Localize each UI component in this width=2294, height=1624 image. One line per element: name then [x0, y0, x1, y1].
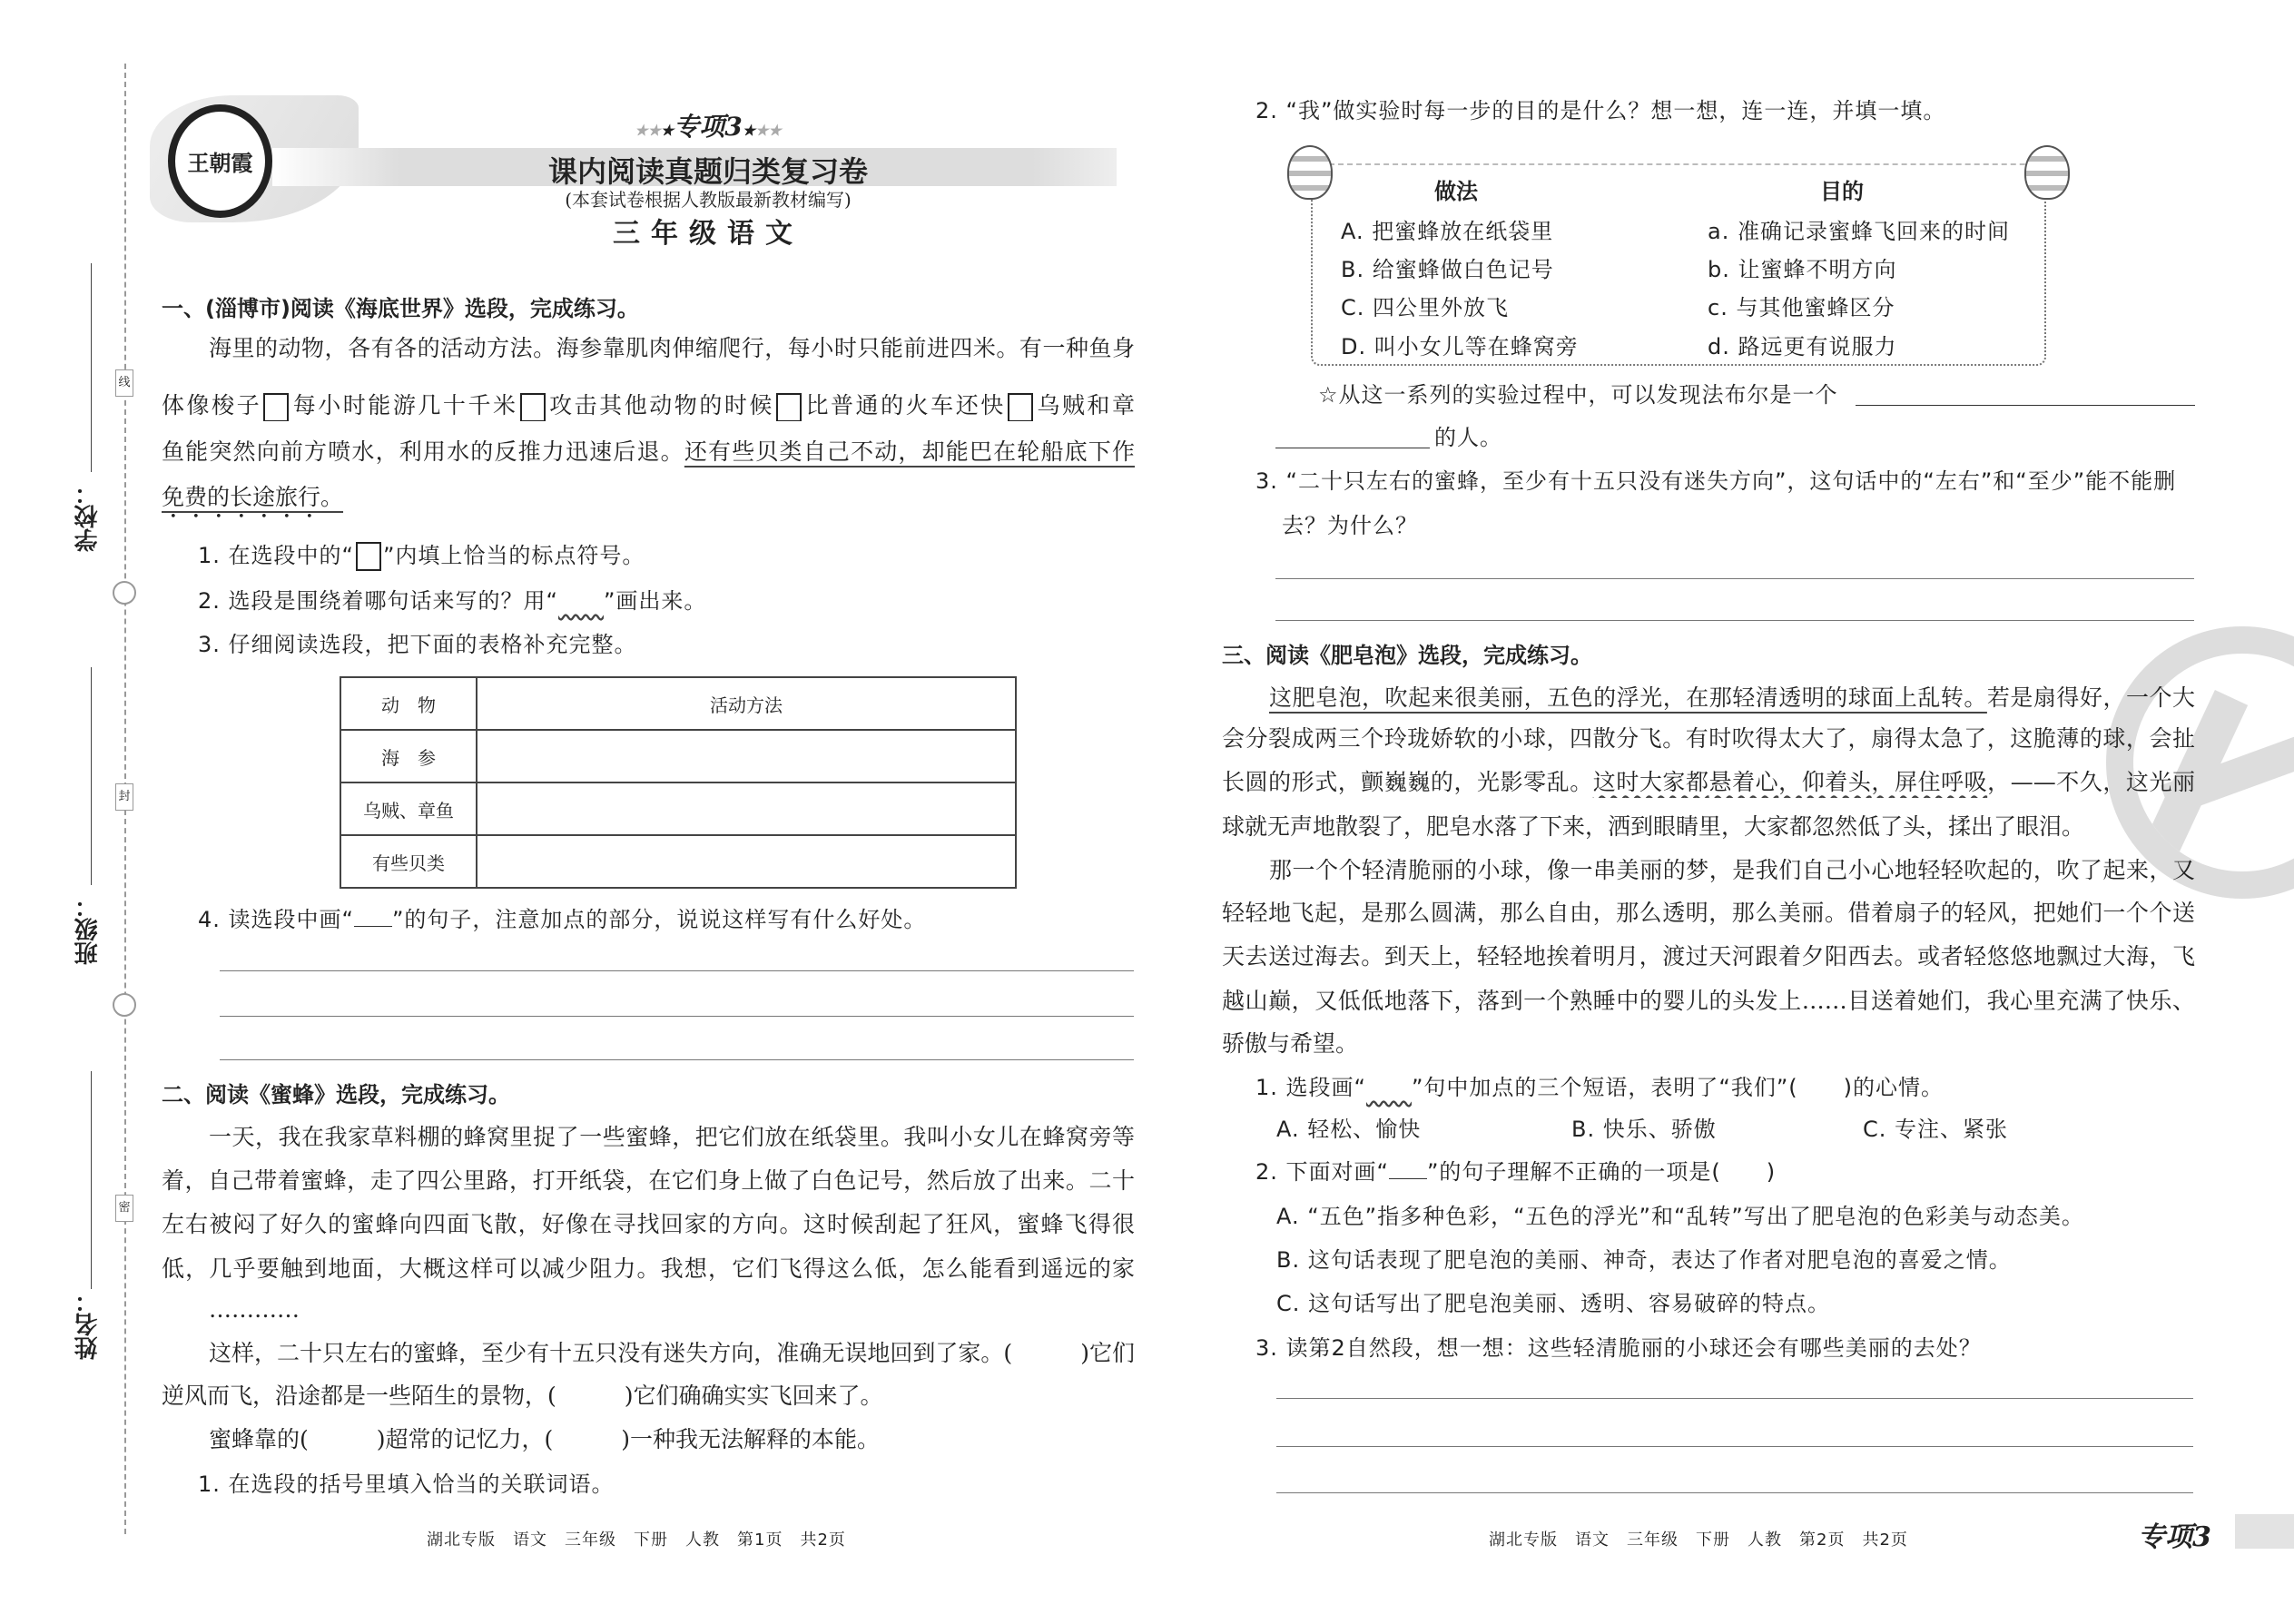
- school-label: 学校：: [74, 481, 102, 552]
- text-segment: ”的句子理解不正确的一项是( ): [1426, 1159, 1777, 1185]
- logo: [168, 104, 272, 218]
- text-segment: ”句中加点的三个短语，表明了“我们”( )的心情。: [1411, 1075, 1944, 1100]
- page-footer: 湖北专版 语文 三年级 下册 人教 第2页 共2页: [1489, 1530, 1908, 1550]
- text-segment: ☆从这一系列的实验过程中，可以发现法布尔是一个: [1318, 382, 1838, 408]
- passage-line: [162, 1122, 1135, 1153]
- passage-line: [1222, 683, 2195, 714]
- name-label: 姓名：: [74, 1289, 102, 1360]
- text-segment: ”内填上恰当的标点符号。: [382, 543, 645, 568]
- wavy-underline-sample: [1366, 1075, 1412, 1100]
- table-row-label: 乌贼、章鱼: [340, 782, 477, 835]
- bee-icon: [2024, 145, 2070, 200]
- answer-line[interactable]: [220, 1059, 1134, 1060]
- purpose-item[interactable]: a. 准确记录蜜蜂飞回来的时间: [1708, 219, 2010, 244]
- class-field-line[interactable]: [91, 667, 92, 885]
- option-c[interactable]: C. 这句话写出了肥皂泡美丽、透明、容易破碎的特点。: [1276, 1291, 1831, 1316]
- passage-line: [162, 1338, 1135, 1369]
- wavy-underline-sample: [558, 588, 604, 614]
- section-2-heading: 二、阅读《蜜蜂》选段，完成练习。: [162, 1082, 510, 1107]
- passage-line: [1222, 723, 2195, 754]
- passage-line: [1222, 986, 2195, 1017]
- scissor-icon: [113, 581, 136, 605]
- paper-title: 课内阅读真题归类复习卷: [547, 154, 868, 189]
- passage-line: [162, 390, 1135, 421]
- straight-underline-sample: [354, 905, 392, 927]
- paper-grade: 三年级语文: [613, 218, 803, 250]
- text-segment: 越山巅，又低低地落下，落到一个熟睡中的婴儿的头发上……目送着她们，我心里充满了快乐、: [1222, 988, 2195, 1014]
- passage-line: [162, 333, 1135, 364]
- question-3: [198, 629, 637, 660]
- method-item[interactable]: D. 叫小女儿等在蜂窝旁: [1341, 334, 1579, 359]
- text-segment: ”画出来。: [603, 588, 707, 614]
- star-question-end: [1434, 422, 1502, 453]
- text-segment: ”的句子，注意加点的部分，说说这样写有什么好处。: [391, 907, 927, 932]
- star-question: [1318, 379, 1838, 410]
- passage-line: [1222, 767, 2195, 798]
- answer-line[interactable]: [1276, 1446, 2193, 1447]
- text-segment: 比普通的火车还快: [802, 392, 1006, 418]
- answer-cell[interactable]: [477, 835, 1016, 888]
- text-segment: 长圆的形式，颤巍巍的，光影零乱。: [1222, 769, 1593, 795]
- passage-line: [1222, 855, 2195, 886]
- text-segment: 若是扇得好，一个大: [1986, 684, 2195, 711]
- header-badge: ★★★专项3★★★: [635, 112, 782, 142]
- passage-ellipsis: [162, 1294, 300, 1325]
- text-segment: 攻击其他动物的时候: [546, 392, 774, 418]
- answer-line[interactable]: [220, 970, 1134, 971]
- table-header: 动 物: [340, 677, 477, 730]
- section-3-heading: 三、阅读《肥皂泡》选段，完成练习。: [1222, 643, 1592, 668]
- text-segment: 一天，我在我家草料棚的蜂窝里捉了一些蜜蜂，把它们放在纸袋里。我叫小女儿在蜂窝旁等: [209, 1124, 1135, 1150]
- text-segment: 1. 在选段的括号里填入恰当的关联词语。: [198, 1471, 615, 1497]
- answer-blank[interactable]: [1856, 405, 2195, 406]
- punctuation-box[interactable]: [520, 393, 546, 422]
- table-row-label: 海 参: [340, 730, 477, 782]
- text-segment: 逆风而飞，沿途都是一些陌生的景物，( )它们确确实实飞回来了。: [162, 1383, 883, 1409]
- underlined-text: ，: [1871, 769, 1895, 795]
- scissor-icon: [113, 993, 136, 1017]
- text-segment: 1. 在选段中的“: [198, 543, 354, 568]
- question-2: [1255, 1156, 1776, 1187]
- purpose-item[interactable]: b. 让蜜蜂不明方向: [1708, 257, 1897, 282]
- question-2: [198, 586, 706, 616]
- paper-note: (本套试卷根据人教版最新教材编写): [565, 189, 852, 211]
- seal-mark-line: 线: [115, 369, 133, 397]
- class-label: 班级：: [74, 894, 102, 965]
- purpose-item[interactable]: d. 路远更有说服力: [1708, 334, 1897, 359]
- text-segment: 那一个个轻清脆丽的小球，像一串美丽的梦，是我们自己小心地轻轻吹起的，吹了起来，又: [1269, 857, 2195, 883]
- text-segment: 轻轻地飞起，是那么圆满，那么自由，那么透明，那么美丽。借着扇子的轻风，把她们一个个送: [1222, 900, 2195, 926]
- section-1-heading: 一、(淄博市)阅读《海底世界》选段，完成练习。: [162, 296, 639, 321]
- question-4: [198, 904, 926, 935]
- purpose-header: 目的: [1820, 179, 1864, 204]
- text-segment: 每小时能游几十千米: [290, 392, 518, 418]
- question-2: [1255, 95, 1945, 126]
- bee-icon: [1287, 145, 1333, 200]
- punctuation-box[interactable]: [263, 393, 289, 422]
- answer-line[interactable]: [220, 1016, 1134, 1017]
- underlined-text: 这肥皂泡，吹起来很美丽，五色的浮光，在那轻清透明的球面上乱转。: [1269, 684, 1987, 711]
- passage-line: [1222, 898, 2195, 929]
- option-a[interactable]: A. 轻松、愉快: [1276, 1117, 1422, 1142]
- text-segment: ，——不久，这光丽: [1987, 769, 2195, 795]
- passage-line: [1222, 941, 2195, 972]
- question-3: [1255, 1333, 1982, 1363]
- seal-mark-secret: 密: [115, 1195, 133, 1222]
- text-segment: 体像梭子: [162, 392, 262, 418]
- text-segment: …………: [209, 1296, 300, 1323]
- option-b[interactable]: B. 这句话表现了肥皂泡的美丽、神奇，表达了作者对肥皂泡的喜爱之情。: [1276, 1247, 2012, 1273]
- question-3-cont: [1282, 510, 1418, 541]
- text-segment: 2. 下面对画“: [1255, 1159, 1389, 1185]
- dotted-emphasis-text: 悬着心: [1708, 769, 1779, 795]
- text-segment: 海里的动物，各有各的活动方法。海参靠肌肉伸缩爬行，每小时只能前进四米。有一种鱼身: [209, 335, 1135, 361]
- method-item[interactable]: B. 给蜜蜂做白色记号: [1341, 257, 1554, 282]
- text-segment: 3. 仔细阅读选段，把下面的表格补充完整。: [198, 632, 637, 657]
- seal-mark-seal: 封: [115, 783, 133, 811]
- name-field-line[interactable]: [91, 1071, 92, 1289]
- page-footer: 湖北专版 语文 三年级 下册 人教 第1页 共2页: [427, 1530, 846, 1550]
- underlined-text: 还有些贝类自己不动，却能巴在轮船底下作: [684, 438, 1135, 465]
- logo-text: 王朝霞: [187, 150, 253, 176]
- text-segment: 天去送过海去。到天上，轻轻地挨着明月，渡过天河跟着夕阳西去。或者轻悠悠地飘过大海，飞: [1222, 943, 2195, 969]
- answer-cell[interactable]: [477, 782, 1016, 835]
- section-tab-label: 专项3: [2138, 1521, 2211, 1553]
- question-1: [198, 1469, 615, 1500]
- underlined-text: 。: [320, 484, 344, 510]
- text-segment: 4. 读选段中画“: [198, 907, 354, 932]
- text-segment: 骄傲与希望。: [1222, 1030, 1359, 1057]
- text-segment: 鱼能突然向前方喷水，利用水的反推力迅速后退。: [162, 438, 684, 465]
- answer-line[interactable]: [1276, 1492, 2193, 1493]
- passage-line: [162, 1254, 1135, 1284]
- text-segment: 去？为什么？: [1282, 513, 1418, 538]
- answer-line[interactable]: [1276, 1398, 2193, 1399]
- method-header: 做法: [1434, 179, 1478, 204]
- passage-line: [1222, 812, 2084, 842]
- section-tab: [2097, 1514, 2294, 1553]
- table-row-label: 有些贝类: [340, 835, 477, 888]
- question-1: [198, 540, 645, 571]
- text-segment: 球就无声地散裂了，肥皂水落了下来，洒到眼睛里，大家都忽然低了头，揉出了眼泪。: [1222, 813, 2085, 840]
- passage-line: [162, 1166, 1135, 1196]
- text-segment: 3. “二十只左右的蜜蜂，至少有十五只没有迷失方向”，这句话中的“左右”和“至少”能不能删: [1255, 468, 2177, 494]
- underlined-text: 这时大家都: [1592, 769, 1709, 795]
- text-segment: 低，几乎要触到地面，大概这样可以减少阻力。我想，它们飞得这么低，怎么能看到遥远的家: [162, 1255, 1135, 1282]
- text-segment: 这样，二十只左右的蜜蜂，至少有十五只没有迷失方向，准确无误地回到了家。( )它们: [209, 1340, 1135, 1366]
- dotted-emphasis-text: 屏住呼吸: [1894, 769, 1988, 795]
- purpose-item[interactable]: c. 与其他蜜蜂区分: [1708, 295, 1895, 320]
- text-segment: 乌贼和章: [1034, 392, 1135, 418]
- passage-line: [162, 437, 1135, 468]
- text-segment: 着，自己带着蜜蜂，走了四公里路，打开纸袋，在它们身上做了白色记号，然后放了出来。二十: [162, 1167, 1135, 1194]
- dotted-emphasis-text: 仰着头: [1801, 769, 1872, 795]
- underlined-text: ，: [1778, 769, 1802, 795]
- passage-line: [162, 1209, 1135, 1240]
- method-item[interactable]: C. 四公里外放飞: [1341, 295, 1510, 320]
- text-segment: 会分裂成两三个玲珑娇软的小球，四散分飞。有时吹得太大了，扇得太急了，这脆薄的球，会扯: [1222, 725, 2195, 752]
- option-a[interactable]: A. “五色”指多种色彩，“五色的浮光”和“乱转”写出了肥皂泡的色彩美与动态美。: [1276, 1204, 2084, 1229]
- answer-line[interactable]: [1275, 578, 2194, 579]
- passage-line: [162, 1424, 880, 1455]
- school-field-line[interactable]: [91, 263, 92, 472]
- text-segment: 2. 选段是围绕着哪句话来写的？用“: [198, 588, 558, 614]
- answer-line[interactable]: [1275, 620, 2194, 621]
- text-segment: 2. “我”做实验时每一步的目的是什么？想一想，连一连，并填一填。: [1255, 98, 1946, 123]
- punctuation-box[interactable]: [356, 542, 381, 571]
- straight-underline-sample: [1389, 1157, 1427, 1179]
- option-b[interactable]: B. 快乐、骄傲: [1571, 1117, 1717, 1142]
- passage-line: [162, 482, 343, 524]
- dotted-emphasis-text: 免费的长途旅行: [162, 484, 321, 510]
- text-segment: 的人。: [1434, 425, 1502, 450]
- option-c[interactable]: C. 专注、紧张: [1863, 1117, 2009, 1142]
- passage-line: [162, 1381, 883, 1412]
- answer-cell[interactable]: [477, 730, 1016, 782]
- text-segment: 3. 读第2自然段，想一想：这些轻清脆丽的小球还会有哪些美丽的去处？: [1255, 1335, 1982, 1361]
- passage-line: [1222, 1029, 1358, 1059]
- method-item[interactable]: A. 把蜜蜂放在纸袋里: [1341, 219, 1554, 244]
- text-segment: 左右被闷了好久的蜜蜂向四面飞散，好像在寻找回家的方向。这时候刮起了狂风，蜜蜂飞得很: [162, 1211, 1135, 1237]
- text-segment: 蜜蜂靠的( )超常的记忆力，( )一种我无法解释的本能。: [209, 1426, 881, 1452]
- punctuation-box[interactable]: [776, 393, 802, 422]
- table-header: 活动方法: [477, 677, 1016, 730]
- text-segment: 1. 选段画“: [1255, 1075, 1366, 1100]
- punctuation-box[interactable]: [1008, 393, 1033, 422]
- question-3: [1255, 466, 2176, 497]
- question-1: [1255, 1072, 1944, 1103]
- badge-text: 专项3: [674, 112, 743, 142]
- animal-activity-table: [340, 676, 1017, 889]
